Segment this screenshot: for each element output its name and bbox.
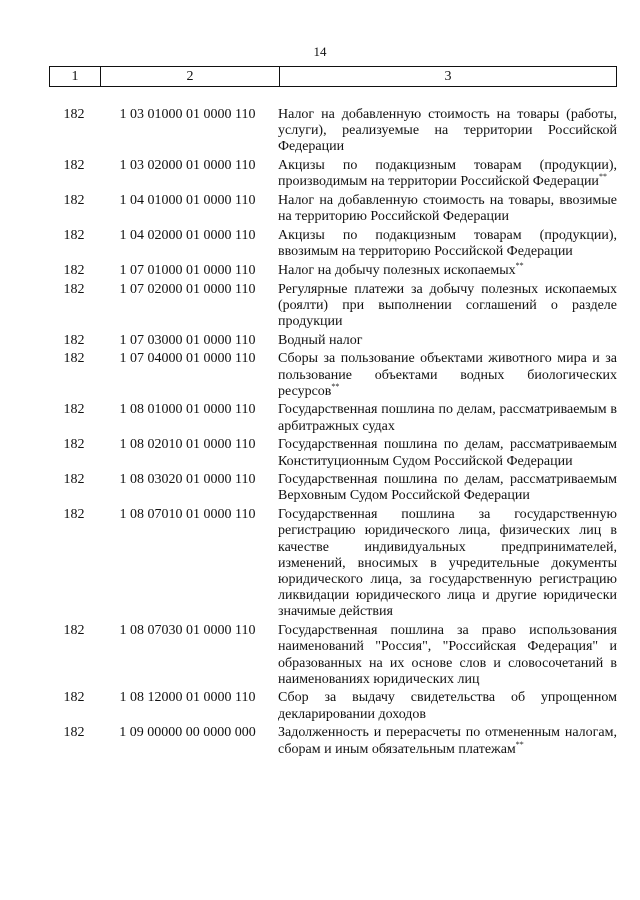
table-row (49, 158, 617, 190)
table-row (49, 472, 617, 504)
description-text: Акцизы по подакцизным товарам (продукции), производимым на территории Российской Федерации (278, 158, 617, 190)
footnote-marker: ** (515, 260, 524, 270)
description-text: Налог на добычу полезных ископаемых (278, 262, 516, 278)
description-cell (278, 507, 617, 620)
budget-code-cell: 1 08 02010 01 0000 110 (119, 437, 256, 453)
description-text: Государственная пошлина по делам, рассматриваемым Верховным Судом Российской Федерации (278, 472, 617, 504)
admin-code-cell: 182 (63, 725, 85, 741)
table-row (49, 228, 617, 260)
description-cell (278, 437, 617, 469)
description-text: Регулярные платежи за добычу полезных ископаемых (роялти) при выполнении соглашений о разделе продукции (278, 281, 617, 329)
description-text: Государственная пошлина за государственную регистрацию юридического лица, физических лиц в качестве индивидуальных предпринимателей, изменений, вносимых в учредительные документы юридического лица, за государственную регистрацию ликвидации юридического лица и другие юридически значимые действия (278, 507, 617, 620)
table-body (49, 107, 617, 760)
description-cell (278, 725, 617, 757)
description-text: Водный налог (278, 332, 363, 348)
budget-code-cell: 1 07 03000 01 0000 110 (119, 332, 256, 348)
table-row (49, 282, 617, 331)
description-text: Государственная пошлина за право использования наименований "Россия", "Российская Федерация" и образованных на их основе слов и словосочетаний в наименованиях юридических лиц (278, 623, 617, 687)
description-text: Сбор за выдачу свидетельства об упрощенном декларировании доходов (278, 690, 617, 722)
table-row (49, 107, 617, 156)
admin-code-cell: 182 (63, 158, 85, 174)
description-cell (278, 193, 617, 225)
budget-code-cell: 1 07 01000 01 0000 110 (119, 262, 256, 278)
budget-code-cell: 1 07 02000 01 0000 110 (119, 281, 256, 297)
admin-code-cell: 182 (63, 351, 85, 367)
table-row (49, 260, 617, 279)
admin-code-cell: 182 (63, 507, 85, 523)
budget-code-cell: 1 07 04000 01 0000 110 (119, 351, 256, 367)
admin-code-cell: 182 (63, 107, 85, 122)
admin-code-cell: 182 (63, 623, 85, 639)
budget-code-cell: 1 08 12000 01 0000 110 (119, 690, 256, 706)
table-row (49, 507, 617, 620)
budget-code-cell: 1 03 02000 01 0000 110 (119, 158, 256, 174)
table-row (49, 351, 617, 400)
description-text: Налог на добавленную стоимость на товары, ввозимые на территорию Российской Федерации (278, 193, 617, 225)
header-col-1: 1 (50, 67, 101, 87)
description-text: Налог на добавленную стоимость на товары (работы, услуги), реализуемые на территории Российской Федерации (278, 107, 617, 155)
description-text: Задолженность и перерасчеты по отмененным налогам, сборам и иным обязательным платежам (278, 725, 617, 757)
budget-code-cell: 1 08 07010 01 0000 110 (119, 507, 256, 523)
description-cell (278, 107, 617, 156)
budget-code-cell: 1 08 01000 01 0000 110 (119, 402, 256, 418)
description-cell (278, 282, 617, 331)
description-cell (278, 158, 617, 190)
admin-code-cell: 182 (63, 472, 85, 488)
admin-code-cell: 182 (63, 193, 85, 209)
footnote-marker: ** (598, 172, 607, 182)
table-row (49, 437, 617, 469)
admin-code-cell: 182 (63, 437, 85, 453)
table-row (49, 402, 617, 434)
footnote-marker: ** (515, 739, 524, 749)
header-col-2: 2 (101, 67, 280, 87)
admin-code-cell: 182 (63, 262, 85, 278)
header-col-3: 3 (280, 67, 617, 87)
description-cell (278, 260, 617, 279)
budget-code-cell: 1 04 02000 01 0000 110 (119, 227, 256, 243)
description-cell (278, 472, 617, 504)
description-cell (278, 351, 617, 400)
table-header (49, 66, 617, 87)
admin-code-cell: 182 (63, 227, 85, 243)
description-cell (278, 333, 617, 349)
description-text: Сборы за пользование объектами животного мира и за пользование объектами водных биологических ресурсов (278, 351, 617, 399)
description-cell (278, 228, 617, 260)
budget-code-cell: 1 08 07030 01 0000 110 (119, 623, 256, 639)
table-row (49, 333, 617, 349)
budget-code-cell: 1 04 01000 01 0000 110 (119, 193, 256, 209)
footnote-marker: ** (331, 381, 340, 391)
budget-code-cell: 1 08 03020 01 0000 110 (119, 472, 256, 488)
description-text: Акцизы по подакцизным товарам (продукции), ввозимым на территорию Российской Федерации (278, 227, 617, 260)
admin-code-cell: 182 (63, 281, 85, 297)
admin-code-cell: 182 (63, 332, 85, 348)
table-row (49, 193, 617, 225)
description-text: Государственная пошлина по делам, рассматриваемым Конституционным Судом Российской Федерации (278, 437, 617, 469)
description-cell (278, 690, 617, 722)
description-text: Государственная пошлина по делам, рассматриваемым в арбитражных судах (278, 402, 617, 434)
budget-code-cell: 1 03 01000 01 0000 110 (119, 107, 256, 122)
budget-code-cell: 1 09 00000 00 0000 000 (119, 725, 256, 741)
admin-code-cell: 182 (63, 690, 85, 706)
description-cell (278, 623, 617, 688)
description-cell (278, 402, 617, 434)
table-row (49, 725, 617, 757)
table-row (49, 690, 617, 722)
page-number: 14 (313, 44, 327, 59)
table-row (49, 623, 617, 688)
admin-code-cell: 182 (63, 402, 85, 418)
